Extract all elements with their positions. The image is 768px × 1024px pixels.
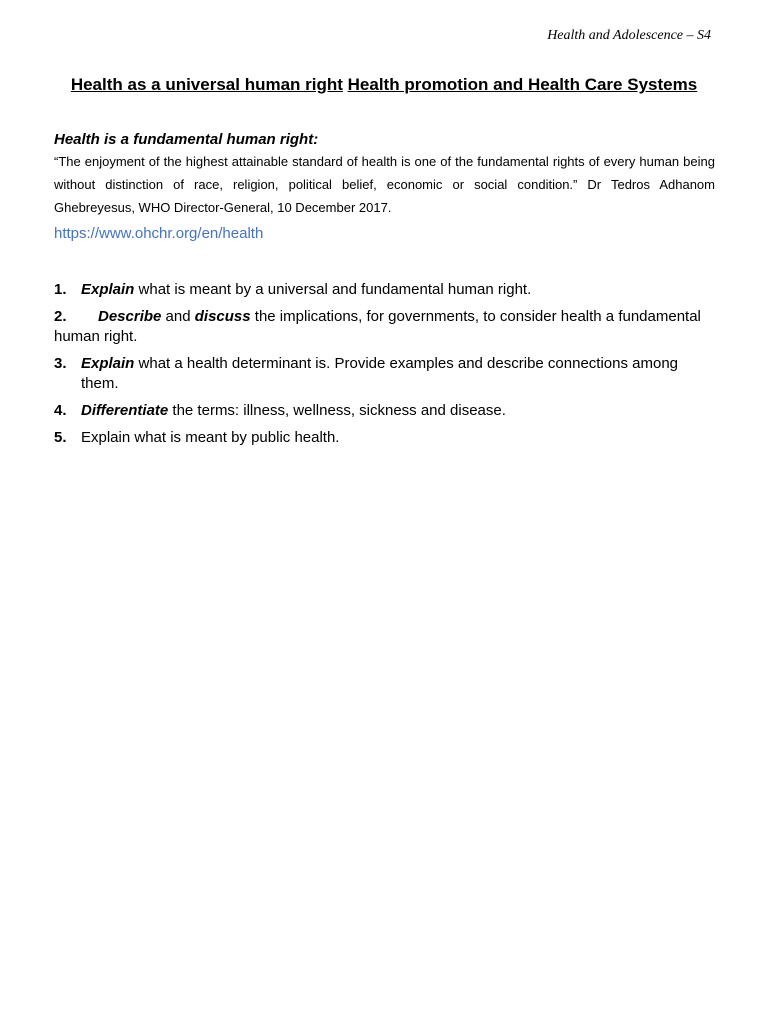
question-text: what a health determinant is. Provide examples and describe connections among them. bbox=[81, 355, 679, 392]
ohchr-health-link[interactable]: https://www.ohchr.org/en/health bbox=[54, 225, 264, 242]
question-list bbox=[54, 280, 715, 455]
question-number: 2. bbox=[54, 308, 67, 325]
running-header: Health and Adolescence – S4 bbox=[547, 28, 711, 43]
who-quote: “The enjoyment of the highest attainable standard of health is one of the fundamental rights of every human being without distinction of race, religion, political belief, economic or social condition.” Dr Tedros Adhanom Ghebreyesus, WHO Director-General, 10 December 2017. bbox=[54, 154, 715, 215]
title-part-health-promotion: Health promotion and Health Care Systems bbox=[347, 75, 698, 94]
question-text: the terms: illness, wellness, sickness and disease. bbox=[168, 402, 506, 419]
question-keyword-secondary: discuss bbox=[194, 308, 251, 325]
question-keyword: Explain bbox=[81, 281, 135, 298]
question-text: the implications, for governments, to consider health a fundamental human right. bbox=[54, 308, 701, 345]
section-heading: Health is a fundamental human right: bbox=[54, 131, 319, 148]
question-keyword: Explain bbox=[81, 355, 135, 372]
question-keyword: Differentiate bbox=[81, 402, 169, 419]
question-number: 4. bbox=[54, 402, 67, 419]
question-keyword: Describe bbox=[98, 308, 162, 325]
question-item-4 bbox=[54, 401, 715, 421]
question-text: what is meant by a universal and fundamental human right. bbox=[134, 281, 532, 298]
question-item-5 bbox=[54, 428, 715, 448]
question-connector: and bbox=[161, 308, 195, 325]
question-item-3 bbox=[54, 354, 715, 394]
question-item-2 bbox=[54, 307, 715, 347]
question-number: 3. bbox=[54, 355, 67, 372]
title-part-universal-right: Health as a universal human right bbox=[70, 75, 343, 94]
page-title bbox=[0, 74, 768, 96]
question-item-1 bbox=[54, 280, 715, 300]
question-number: 5. bbox=[54, 429, 67, 446]
question-text: Explain what is meant by public health. bbox=[81, 429, 340, 446]
question-number: 1. bbox=[54, 281, 67, 298]
